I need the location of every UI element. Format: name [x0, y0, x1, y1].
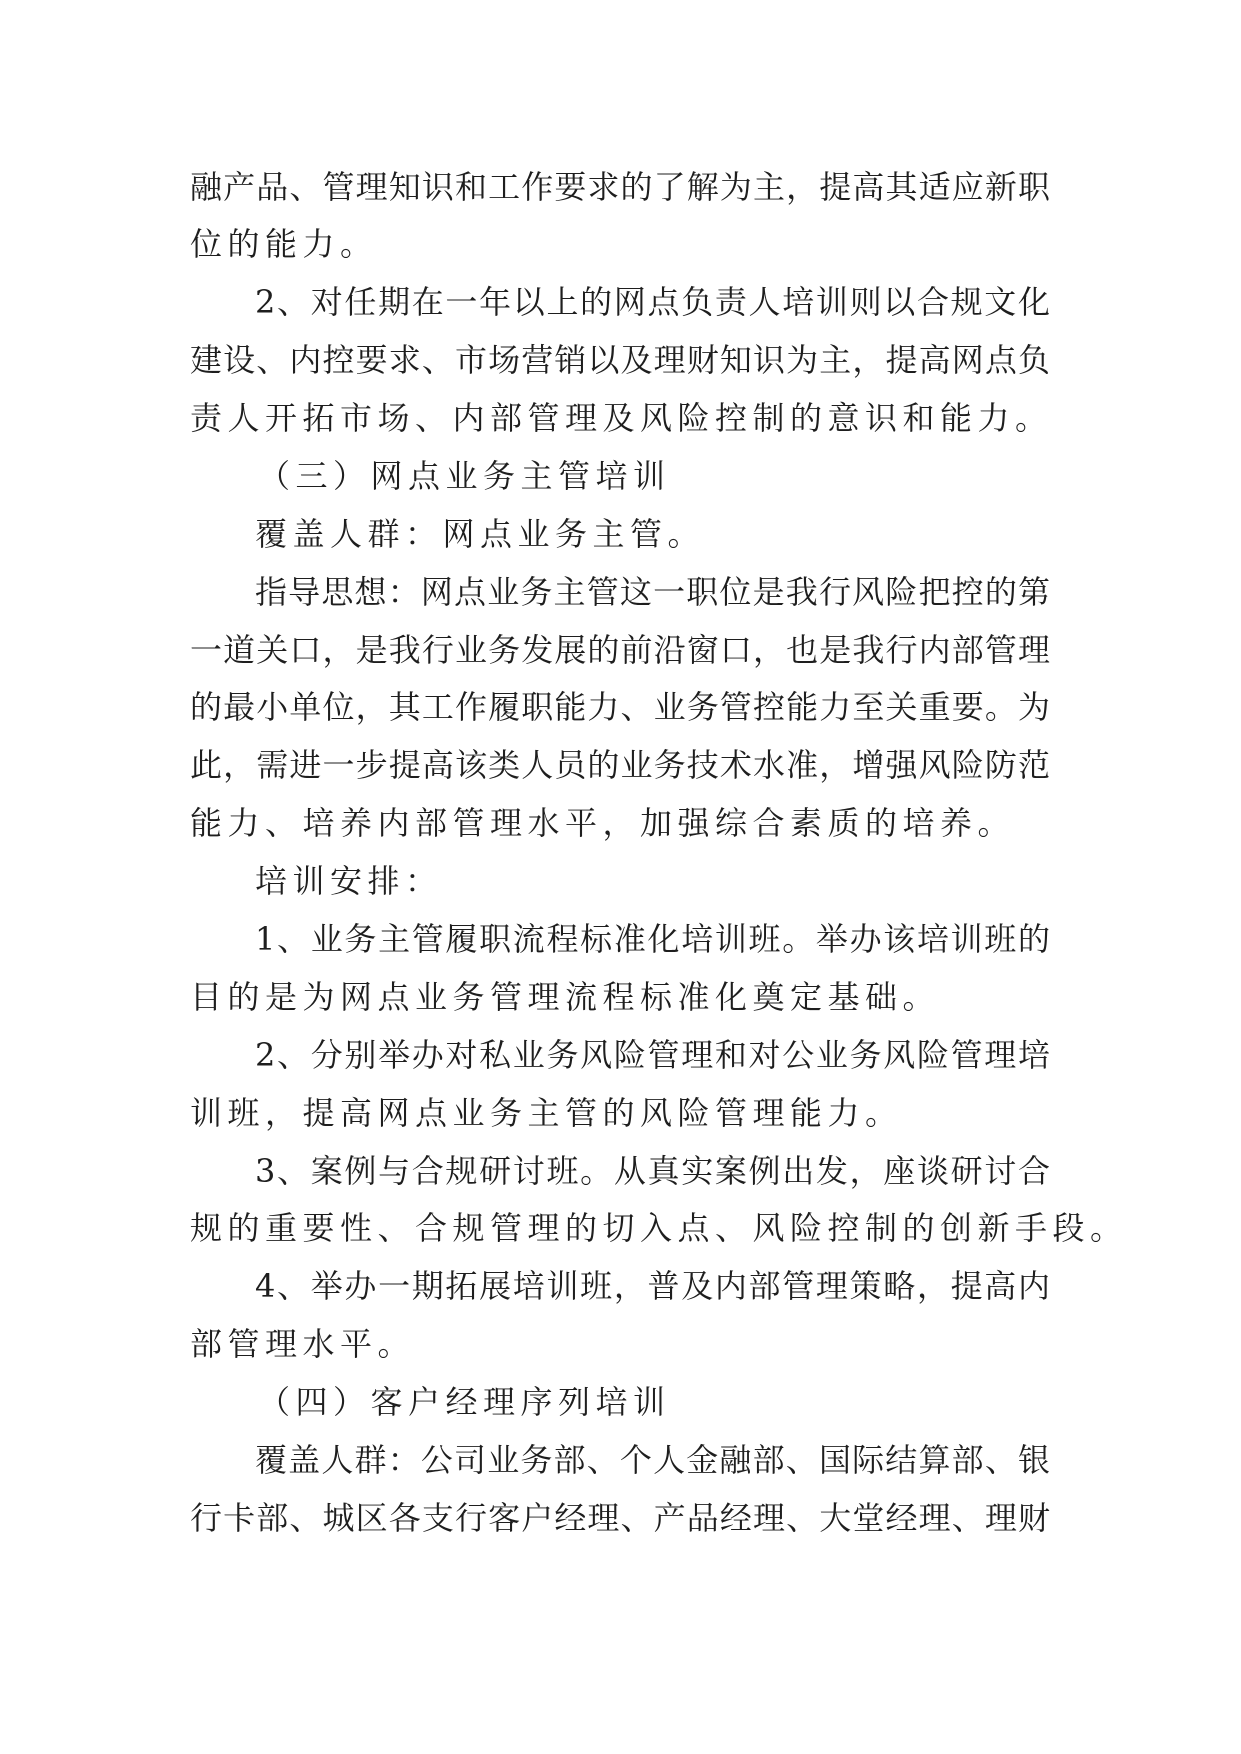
- text-line: 建设、内控要求、市场营销以及理财知识为主，提高网点负: [190, 341, 1050, 379]
- text-line: 1、业务主管履职流程标准化培训班。举办该培训班的: [255, 920, 1050, 958]
- text-line: 目的是为网点业务管理流程标准化奠定基础。: [190, 978, 941, 1016]
- text-line: 规的重要性、合规管理的切入点、风险控制的创新手段。: [190, 1209, 1128, 1247]
- text-line: 能力、培养内部管理水平，加强综合素质的培养。: [190, 804, 1016, 842]
- text-line: 行卡部、城区各支行客户经理、产品经理、大堂经理、理财: [190, 1499, 1050, 1537]
- text-line: 部管理水平。: [190, 1325, 416, 1363]
- text-line: 覆盖人群：公司业务部、个人金融部、国际结算部、银: [255, 1441, 1050, 1479]
- text-line: 一道关口，是我行业务发展的前沿窗口，也是我行内部管理: [190, 631, 1050, 669]
- section-heading: （三）网点业务主管培训: [258, 457, 671, 495]
- text-line: 责人开拓市场、内部管理及风险控制的意识和能力。: [190, 399, 1053, 437]
- text-line: 指导思想：网点业务主管这一职位是我行风险把控的第: [255, 573, 1050, 611]
- text-line: 训班，提高网点业务主管的风险管理能力。: [190, 1094, 903, 1132]
- text-line: 培训安排：: [255, 862, 443, 900]
- text-line: 3、案例与合规研讨班。从真实案例出发，座谈研讨合: [255, 1152, 1050, 1190]
- text-line: 此，需进一步提高该类人员的业务技术水准，增强风险防范: [190, 746, 1050, 784]
- text-line: 2、对任期在一年以上的网点负责人培训则以合规文化: [255, 283, 1050, 321]
- text-line: 的最小单位，其工作履职能力、业务管控能力至关重要。为: [190, 688, 1050, 726]
- text-line: 4、举办一期拓展培训班，普及内部管理策略，提高内: [255, 1267, 1050, 1305]
- text-line: 位的能力。: [190, 225, 378, 263]
- text-line: 2、分别举办对私业务风险管理和对公业务风险管理培: [255, 1036, 1050, 1074]
- section-heading: （四）客户经理序列培训: [258, 1383, 671, 1421]
- text-line: 融产品、管理知识和工作要求的了解为主，提高其适应新职: [190, 168, 1050, 206]
- text-line: 覆盖人群：网点业务主管。: [255, 515, 706, 553]
